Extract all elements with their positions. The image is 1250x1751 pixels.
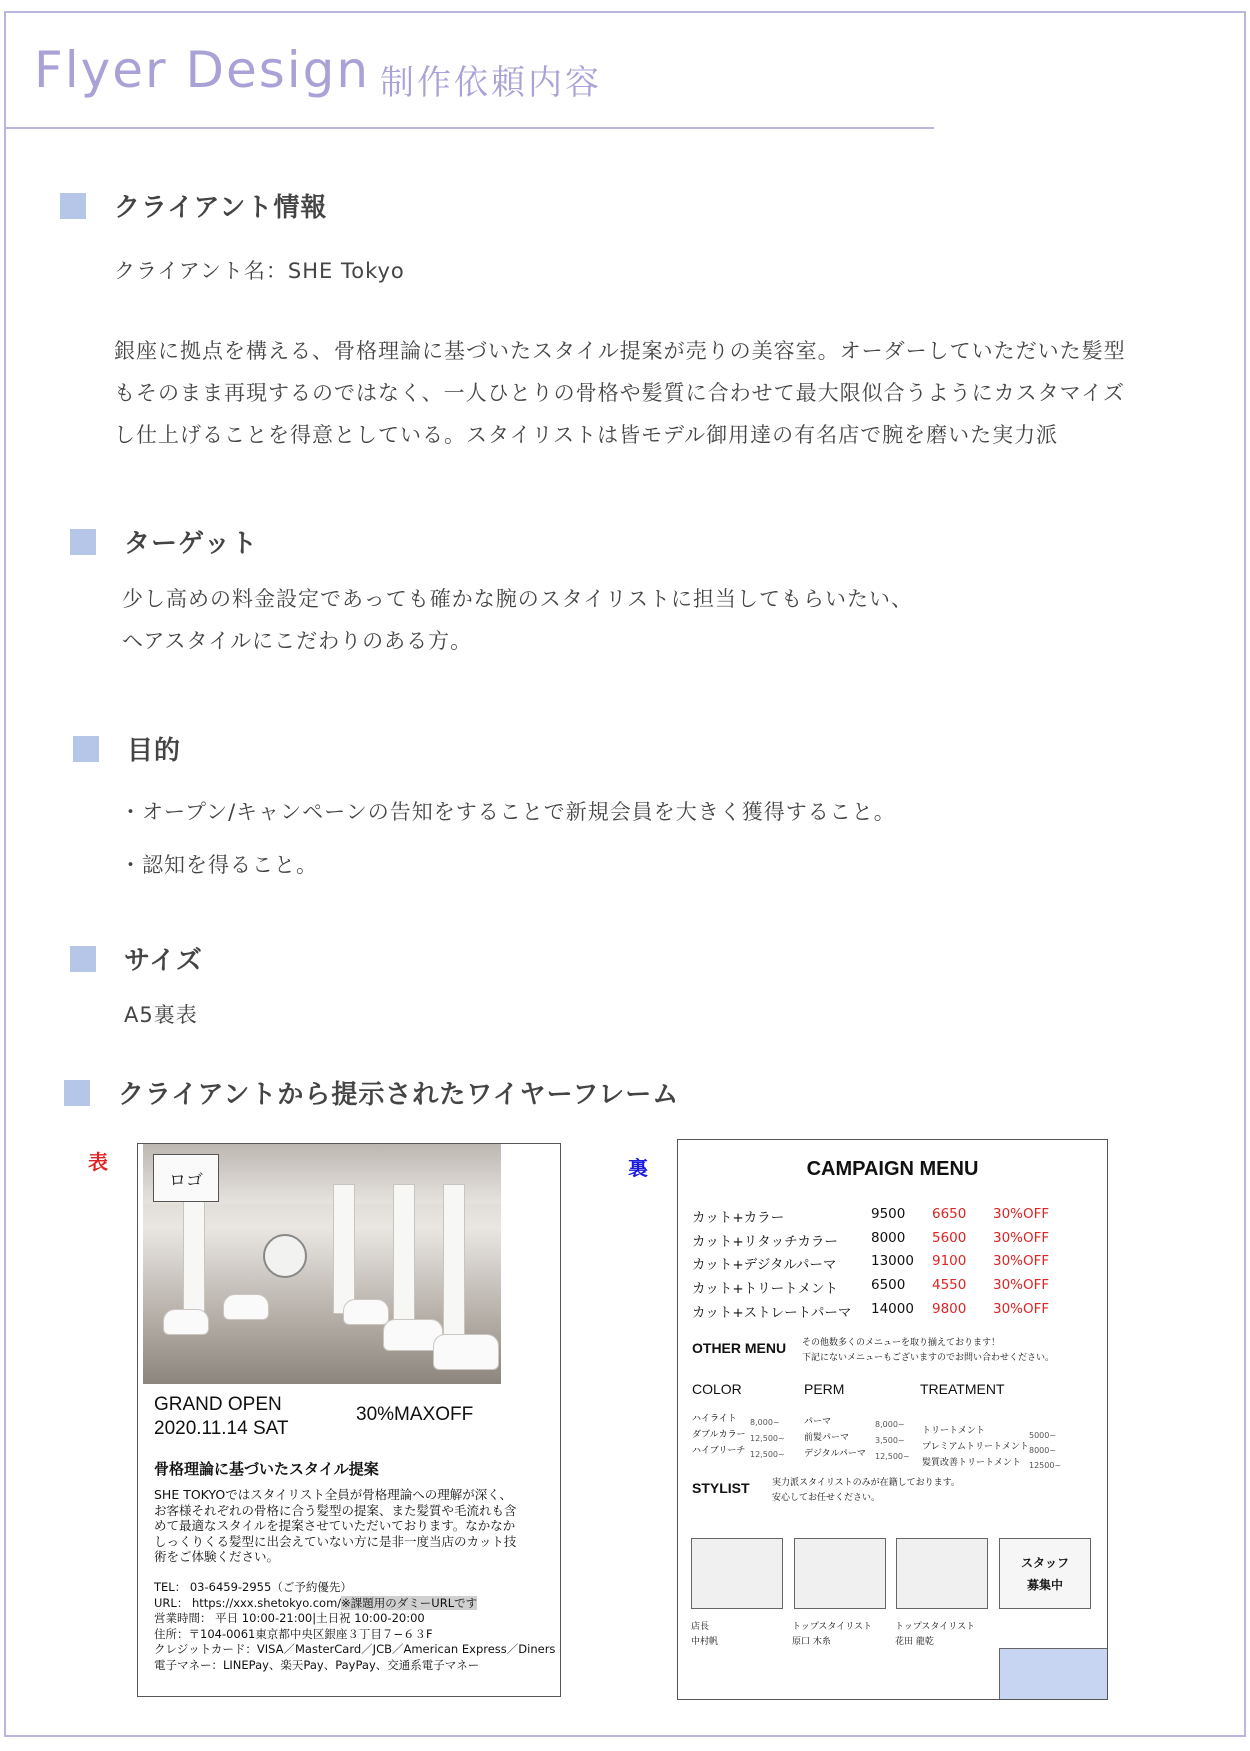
treatment-items <box>922 1423 1029 1471</box>
color-item: ダブルカラー <box>692 1430 746 1440</box>
size-value: A5裏表 <box>124 1003 198 1027</box>
url-text[interactable]: URL： https://xxx.shetokyo.com/ <box>154 1595 342 1610</box>
body-line: しっくりくる髪型に出会えていない方に是非一度当店のカット技 <box>154 1533 517 1549</box>
title-bar <box>4 11 934 129</box>
treatment-price: 5000~ <box>1029 1431 1057 1440</box>
menu-off: 30%OFF <box>993 1253 1050 1269</box>
staff-line: スタッフ <box>1020 1555 1069 1570</box>
treatment-prices <box>1029 1428 1061 1473</box>
section-title: ターゲット <box>124 529 258 559</box>
blue-placeholder-box <box>999 1648 1108 1700</box>
section-purpose-heading <box>73 730 181 767</box>
perm-price: 8,000~ <box>875 1420 905 1429</box>
section-title: クライアント情報 <box>114 193 328 223</box>
stylist-photo-placeholder <box>794 1538 886 1609</box>
square-bullet-icon <box>70 946 96 972</box>
perm-label: PERM <box>804 1381 845 1397</box>
square-bullet-icon <box>60 193 86 219</box>
menu-price: 8000 <box>871 1230 906 1246</box>
perm-item: デジタルパーマ <box>804 1449 866 1459</box>
client-name: クライアント名：SHE Tokyo <box>114 259 405 283</box>
treatment-item: トリートメント <box>922 1426 985 1436</box>
headline: 骨格理論に基づいたスタイル提案 <box>154 1461 379 1478</box>
cards-line: クレジットカード：VISA／MasterCard／JCB／American Express／Diners <box>154 1642 556 1656</box>
other-menu-label: OTHER MENU <box>692 1340 787 1356</box>
stylist-name: 中村帆 <box>691 1637 719 1647</box>
open-date: 2020.11.14 SAT <box>154 1418 289 1439</box>
perm-item: 前髪パーマ <box>804 1433 850 1443</box>
menu-price: 9500 <box>871 1206 906 1222</box>
photo-chair <box>223 1294 269 1320</box>
stylist-person <box>895 1620 975 1650</box>
stylist-role: 店長 <box>691 1622 710 1632</box>
stylist-role: トップスタイリスト <box>792 1622 873 1632</box>
treatment-item: 髪質改善トリートメント <box>922 1458 1021 1468</box>
address-line: 住所：〒104-0061東京都中央区銀座３丁目７−６３F <box>154 1626 433 1641</box>
stylist-person <box>792 1620 872 1650</box>
front-label: 表 <box>88 1150 108 1174</box>
menu-off: 30%OFF <box>993 1277 1050 1293</box>
body-line: SHE TOKYOではスタイリスト全員が骨格理論への理解が深く、 <box>154 1487 512 1502</box>
emoney-line: 電子マネー：LINEPay、楽天Pay、PayPay、交通系電子マネー <box>154 1657 480 1672</box>
clock-icon <box>263 1234 307 1278</box>
url-line <box>154 1596 555 1612</box>
hours-line: 営業時間： 平日 10:00-21:00|土日祝 10:00-20:00 <box>154 1611 425 1625</box>
menu-off: 30%OFF <box>993 1301 1050 1317</box>
body-text <box>154 1487 517 1565</box>
treatment-price: 8000~ <box>1029 1446 1057 1455</box>
menu-price: 14000 <box>871 1301 914 1317</box>
photo-chair <box>163 1309 209 1335</box>
menu-off: 30%OFF <box>993 1206 1050 1222</box>
perm-price: 3,500~ <box>875 1436 905 1445</box>
menu-price: 6500 <box>871 1277 906 1293</box>
color-price: 12,500~ <box>750 1450 785 1459</box>
stylist-name: 花田 龍乾 <box>895 1637 934 1647</box>
photo-chair <box>343 1299 389 1325</box>
menu-sale: 6650 <box>932 1206 967 1222</box>
offer-text: 30%MAXOFF <box>356 1404 474 1425</box>
body-line: お客様それぞれの骨格に合う髪型の提案、また髪質や毛流れも含 <box>154 1502 517 1518</box>
section-size-heading <box>70 940 203 977</box>
menu-sale: 9100 <box>932 1253 967 1269</box>
menu-name: カット+カラー <box>692 1210 785 1226</box>
purpose-item: ・認知を得ること。 <box>120 853 318 877</box>
menu-name: カット+ストレートパーマ <box>692 1305 852 1321</box>
photo-mirror <box>443 1184 465 1344</box>
color-prices <box>750 1415 785 1463</box>
photo-mirror <box>333 1184 355 1314</box>
note-line: 実力派スタイリストのみが在籍しております。 <box>772 1478 960 1488</box>
photo-chair <box>433 1334 499 1370</box>
square-bullet-icon <box>73 736 99 762</box>
perm-items <box>804 1414 866 1462</box>
back-label: 裏 <box>628 1156 648 1180</box>
color-price: 12,500~ <box>750 1434 785 1443</box>
url-note: ※課題用のダミーURLです <box>341 1595 478 1610</box>
treatment-item: プレミアムトリートメント <box>922 1442 1029 1452</box>
menu-name: カット+デジタルパーマ <box>692 1257 837 1273</box>
desc-line: 銀座に拠点を構える、骨格理論に基づいたスタイル提案が売りの美容室。オーダーしていただいた髪型 <box>114 339 1126 363</box>
section-title: 目的 <box>127 736 182 766</box>
stylist-label: STYLIST <box>692 1480 750 1496</box>
treatment-label: TREATMENT <box>920 1381 1005 1397</box>
section-title: クライアントから提示されたワイヤーフレーム <box>118 1080 680 1110</box>
page-title: Flyer Design <box>34 41 371 99</box>
flyer-front <box>137 1143 561 1697</box>
menu-sale: 5600 <box>932 1230 967 1246</box>
logo-placeholder: ロゴ <box>153 1154 219 1202</box>
menu-price: 13000 <box>871 1253 914 1269</box>
square-bullet-icon <box>64 1080 90 1106</box>
page-subtitle: 制作依頼内容 <box>380 63 602 103</box>
staff-wanted-box <box>999 1538 1091 1609</box>
section-title: サイズ <box>124 946 203 976</box>
color-price: 8,000~ <box>750 1418 780 1427</box>
campaign-title: CAMPAIGN MENU <box>806 1158 979 1180</box>
section-client-heading <box>60 187 327 224</box>
stylist-note <box>772 1476 960 1506</box>
purpose-item: ・オープン/キャンペーンの告知をすることで新規会員を大きく獲得すること。 <box>120 800 896 824</box>
stylist-person <box>691 1620 718 1650</box>
body-line: めて最適なスタイルを提案させていただいております。なかなか <box>154 1518 516 1533</box>
menu-off: 30%OFF <box>993 1230 1050 1246</box>
color-items <box>692 1411 746 1459</box>
color-label: COLOR <box>692 1381 742 1397</box>
photo-mirror <box>393 1184 415 1334</box>
menu-name: カット+リタッチカラー <box>692 1234 838 1250</box>
section-wireframe-heading <box>64 1074 679 1111</box>
menu-sale: 9800 <box>932 1301 967 1317</box>
treatment-price: 12500~ <box>1029 1461 1062 1470</box>
stylist-photo-placeholder <box>691 1538 783 1609</box>
square-bullet-icon <box>70 529 96 555</box>
perm-prices <box>875 1417 910 1465</box>
other-menu-note <box>802 1336 1054 1366</box>
contact-info <box>154 1580 555 1673</box>
note-line: 下記にないメニューもございますのでお問い合わせください。 <box>802 1353 1055 1363</box>
target-line: ヘアスタイルにこだわりのある方。 <box>122 629 473 653</box>
salon-photo <box>143 1144 501 1384</box>
body-line: 術をご体験ください。 <box>154 1549 280 1564</box>
target-line: 少し高めの料金設定であっても確かな腕のスタイリストに担当してもらいたい、 <box>122 587 913 611</box>
menu-sale: 4550 <box>932 1277 967 1293</box>
perm-price: 12,500~ <box>875 1452 910 1461</box>
staff-line: 募集中 <box>1026 1577 1063 1592</box>
note-line: 安心してお任せください。 <box>772 1493 881 1503</box>
note-line: その他数多くのメニューを取り揃えております！ <box>802 1338 1001 1348</box>
menu-name: カット+トリートメント <box>692 1281 839 1297</box>
stylist-role: トップスタイリスト <box>895 1622 976 1632</box>
color-item: ハイライト <box>692 1414 737 1424</box>
target-text <box>122 578 913 662</box>
desc-line: もそのまま再現するのではなく、一人ひとりの骨格や髪質に合わせて最大限似合うようにカスタマイズ <box>114 381 1125 405</box>
client-description <box>114 330 1126 456</box>
flyer-back <box>677 1139 1108 1700</box>
perm-item: パーマ <box>804 1417 832 1427</box>
stylist-name: 原口 木糸 <box>792 1637 831 1647</box>
tel-line: TEL： 03-6459-2955（ご予約優先） <box>154 1580 352 1594</box>
color-item: ハイブリーチ <box>692 1446 746 1456</box>
photo-mirror <box>183 1184 205 1314</box>
section-target-heading <box>70 523 258 560</box>
desc-line: し仕上げることを得意としている。スタイリストは皆モデル御用達の有名店で腕を磨いた実力派 <box>114 423 1059 447</box>
stylist-photo-placeholder <box>896 1538 988 1609</box>
grand-open: GRAND OPEN <box>154 1394 282 1415</box>
